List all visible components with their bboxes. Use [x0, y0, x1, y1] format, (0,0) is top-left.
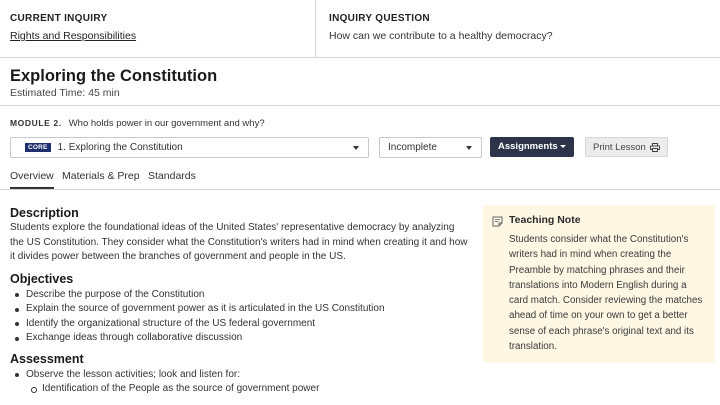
tab-bar: [0, 170, 720, 190]
current-inquiry-link[interactable]: Rights and Responsibilities: [10, 30, 137, 42]
note-icon: [492, 216, 503, 227]
current-inquiry-label: CURRENT INQUIRY: [10, 13, 108, 24]
teaching-note: [483, 205, 715, 362]
status-select-value: Incomplete: [388, 142, 437, 153]
module-label: MODULE 2.: [10, 118, 62, 128]
page-title: Exploring the Constitution: [10, 67, 218, 85]
current-inquiry: [0, 0, 316, 57]
inquiry-question-text: How can we contribute to a healthy democracy?: [329, 30, 553, 42]
list-item: Exchange ideas through collaborative discussion: [10, 331, 470, 346]
inquiry-bar: [0, 0, 720, 58]
tab-materials-prep[interactable]: Materials & Prep: [62, 170, 140, 182]
inquiry-question-label: INQUIRY QUESTION: [329, 13, 430, 24]
teaching-note-title: Teaching Note: [509, 214, 581, 226]
list-item: Observe the lesson activities; look and listen for:: [10, 368, 470, 383]
description-heading: Description: [10, 206, 79, 220]
assessment-heading: Assessment: [10, 351, 84, 366]
chevron-down-icon: [560, 145, 566, 148]
objectives-heading: Objectives: [10, 271, 74, 286]
estimated-time: Estimated Time: 45 min: [10, 87, 120, 99]
print-lesson-button[interactable]: [585, 137, 668, 157]
divider: [0, 105, 720, 106]
tab-standards[interactable]: Standards: [148, 170, 196, 182]
lesson-select-value: 1. Exploring the Constitution: [57, 142, 183, 153]
list-item: Identify the organizational structure of the US federal government: [10, 317, 470, 332]
chevron-down-icon: [466, 146, 472, 150]
list-item: Describe the purpose of the Constitution: [10, 288, 470, 303]
module-line: [10, 118, 265, 129]
teaching-note-text: Students consider what the Constitution's writers had in mind when creating the Preamble by matching phrases and their translations into Modern English during a card match. Consider reviewing the matches ahead of time on your own to get a better sense of each phrase's original text and its translation.: [509, 234, 703, 353]
assignments-button[interactable]: [490, 137, 574, 157]
assessment-list: [10, 368, 470, 397]
inquiry-question: [316, 0, 720, 57]
status-select[interactable]: [379, 137, 482, 158]
overview-content: [10, 205, 470, 397]
list-item: Explain the source of government power as it is articulated in the US Constitution: [10, 302, 470, 317]
chevron-down-icon: [353, 146, 359, 150]
core-badge: CORE: [25, 143, 51, 152]
lesson-select[interactable]: [10, 137, 369, 158]
objectives-list: [10, 288, 470, 346]
module-question: Who holds power in our government and why?: [68, 118, 265, 129]
assignments-label: Assignments: [498, 141, 558, 152]
printer-icon: [650, 143, 660, 152]
print-lesson-label: Print Lesson: [593, 142, 646, 153]
list-item: Identification of the People as the source of government power: [10, 382, 470, 397]
tab-overview[interactable]: Overview: [10, 170, 54, 189]
description-text: Students explore the foundational ideas of the United States' representative democracy by analyzing the US Constitution. They consider what the Constitution's writers had in mind when creating it and how it divides power between the branches of government and people in the US.: [10, 222, 468, 262]
